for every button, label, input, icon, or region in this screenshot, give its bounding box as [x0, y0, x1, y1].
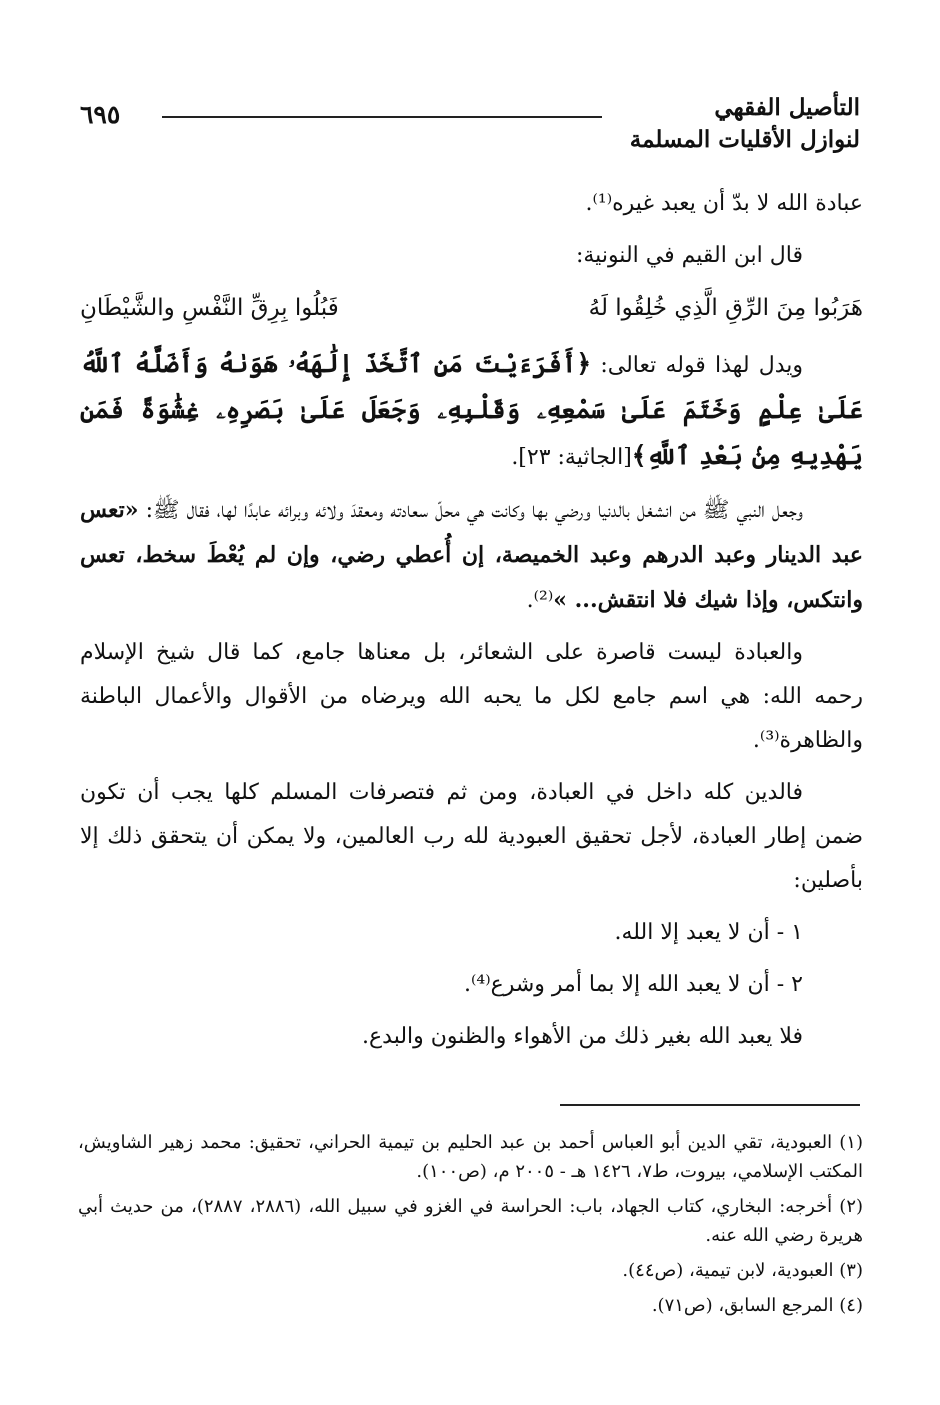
quran-verse: ﴿أَفَرَءَيْتَ مَنِ ٱتَّخَذَ إِلَٰهَهُۥ هَوَىٰهُ وَأَضَلَّهُ ٱللَّهُ عَلَىٰ عِلْمٍ وَخَتَمَ عَلَىٰ سَمْعِهِۦ وَقَلْبِهِۦ وَجَعَلَ عَلَىٰ بَصَرِهِۦ غِشَٰوَةً فَمَن يَهْدِيهِ مِنۢ بَعْدِ ٱللَّهِ﴾ [80, 349, 863, 470]
hadith-text: «تعس عبد الدينار وعبد الدرهم وعبد الخميصة، إن أُعطي رضي، وإن لم يُعْطَ سخط، تعس وانتكس، وإذا شيك فلا انتقش... » [80, 497, 863, 613]
paragraph-quran [80, 342, 863, 480]
running-title-line2: لنوازل الأقليات المسلمة [629, 126, 860, 153]
list-item-2: ٢ - أن لا يعبد الله إلا بما أمر وشرع⁽⁴⁾. [463, 972, 803, 997]
quran-intro: ويدل لهذا قوله تعالى: [591, 353, 803, 378]
footnote-1: (١) العبودية، تقي الدين أبو العباس أحمد بن عبد الحليم بن تيمية الحراني، تحقيق: محمد زهير الشاويش، المكتب الإسلامي، بيروت، ط٧، ١٤٢٦ هـ - ٢٠٠٥ م، (ص١٠٠). [78, 1132, 863, 1182]
list-item-1: ١ - أن لا يعبد إلا الله. [614, 920, 803, 945]
footnotes [78, 1128, 863, 1326]
footnote-3: (٣) العبودية، لابن تيمية، (ص٤٤). [622, 1260, 863, 1281]
hadith-intro: وجعل النبي ﷺ من انشغل بالدنيا ورضي بها وكانت هي محلّ سعادته ومعقدَ ولائه وبرائه عابدًا لها، فقال ﷺ: [138, 498, 803, 523]
paragraph-conclusion: فلا يعبد الله بغير ذلك من الأهواء والظنون والبدع. [362, 1024, 803, 1049]
footnote-separator [560, 1104, 860, 1106]
main-text [80, 182, 863, 1067]
footnote-4: (٤) المرجع السابق، (ص٧١). [651, 1295, 863, 1316]
paragraph-1: عبادة الله لا بدّ أن يعبد غيره⁽¹⁾. [585, 191, 863, 216]
running-title [630, 92, 860, 156]
paragraph-religion: فالدين كله داخل في العبادة، ومن ثم فتصرفات المسلم كلها يجب أن تكون ضمن إطار العبادة، لأجل تحقيق العبودية لله رب العالمين، ولا يمكن أن يتحقق ذلك إلا بأصلين: [80, 780, 863, 893]
paragraph-2: قال ابن القيم في النونية: [575, 243, 803, 268]
quran-reference: [الجاثية: ٢٣]. [511, 445, 632, 470]
verse-second-hemistich: فَبُلُوا بِرِقِّ النَّفْسِ والشَّيْطَانِ [80, 295, 339, 321]
running-title-line1: التأصيل الفقهي [714, 94, 860, 121]
verse-first-hemistich: هَرَبُوا مِنَ الرِّقِ الَّذِي خُلِقُوا لَهُ [588, 295, 863, 321]
hadith-reference: ⁽²⁾. [526, 588, 554, 613]
footnote-2: (٢) أخرجه: البخاري، كتاب الجهاد، باب: الحراسة في الغزو في سبيل الله، (٢٨٨٦، ٢٨٨٧)، من حديث أبي هريرة رضي الله عنه. [78, 1196, 864, 1246]
header-rule [162, 116, 602, 118]
page-header [80, 92, 860, 162]
poetry-verse [80, 286, 863, 330]
page-number: ٦٩٥ [80, 100, 121, 129]
paragraph-hadith [80, 488, 863, 623]
paragraph-worship: والعبادة ليست قاصرة على الشعائر، بل معناها جامع، كما قال شيخ الإسلام رحمه الله: هي اسم جامع لكل ما يحبه الله ويرضاه من الأقوال والأعمال الباطنة والظاهرة⁽³⁾. [80, 640, 863, 753]
